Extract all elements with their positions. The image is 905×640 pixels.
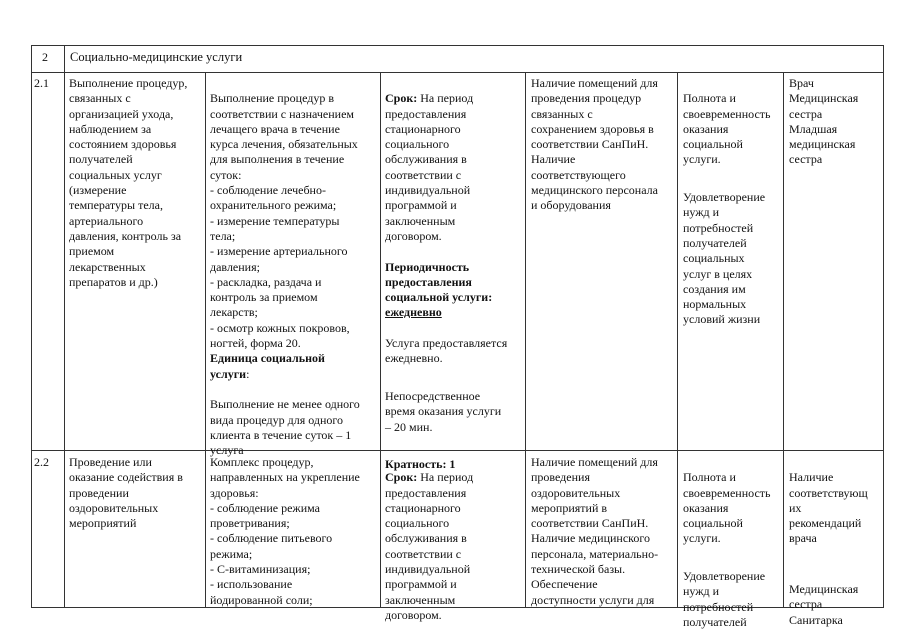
criteria-satisfaction: Удовлетворение нужд и потребностей получателей [683, 569, 766, 629]
service-criteria [683, 76, 782, 328]
unit-label: Единица социальной услуги [210, 351, 325, 381]
section-number: 2 [42, 50, 48, 64]
table-right-border [883, 45, 884, 608]
criteria-column-border [783, 72, 784, 608]
criteria-satisfaction: Удовлетворение нужд и потребностей получателей социальных услуг в целях создания им нормальных условий жизни [683, 190, 766, 327]
unit-colon: : [246, 366, 250, 381]
service-description: Комплекс процедур, направленных на укрепление здоровья: - соблюдение режима проветривания; - соблюдение питьевого режима; - С-витаминизация; - использование йодированной соли; [210, 455, 360, 607]
multiplicity: Кратность: 1 [385, 457, 456, 472]
unit-text: Выполнение не менее одного вида процедур для одного клиента в течение суток – 1 услуга [210, 397, 360, 458]
service-staff: Врач Медицинская сестра Младшая медицинская сестра [789, 76, 859, 167]
staff-requirement: Наличие соответствующ их рекомендаций врача [789, 470, 868, 546]
service-name: Проведение или оказание содействия в проведении оздоровительных мероприятий [69, 455, 183, 531]
service-term [385, 455, 523, 623]
service-term [385, 76, 523, 472]
term-block [385, 91, 523, 244]
service-conditions: Наличие помещений для проведения оздоровительных мероприятий в соответствии СанПиН. Наличие медицинского персонала, материально- технической базы. Обеспечение доступности услуги для [531, 455, 659, 607]
service-time: Непосредственное время оказания услуги – 20 мин. [385, 388, 502, 434]
table-top-border [31, 45, 883, 46]
service-name: Выполнение процедур, связанных с организацией ухода, наблюдением за состоянием здоровья получателей социальных услуг (измерение температуры тела, артериального давления, контроль за приемом лекарственных препаратов и др.) [69, 76, 188, 289]
name-column-border [205, 72, 206, 608]
service-staff [789, 455, 881, 628]
term-text: На период предоставления стационарного социального обслуживания в соответствии с индивидуальной программой и заключенным договором. [385, 470, 474, 622]
term-label: Срок: [385, 470, 418, 485]
service-criteria [683, 455, 782, 630]
periodicity-text: Услуга предоставляется ежедневно. [385, 336, 508, 366]
staff-list: Медицинская сестра Санитарка [789, 582, 859, 627]
number-column-border [64, 45, 65, 608]
section-header-bottom-border [31, 72, 883, 73]
conditions-column-border [677, 72, 678, 608]
description-text: Выполнение процедур в соответствии с назначением лечащего врача в течение курса лечения, обязательных для выполнения в течение суток: - соблюдение лечебно- охранительного режима; - измерение температуры тела; - измерение артериального давления; - раскладка, раздача и контроль за приемом лекарств; - осмотр кожных покровов, ногтей, форма 20. [210, 91, 358, 351]
term-column-border [525, 72, 526, 608]
term-label: Срок: [385, 91, 418, 106]
description-column-border [380, 72, 381, 608]
row-number: 2.2 [34, 455, 49, 469]
table-left-border [31, 45, 32, 608]
periodicity-label: Периодичность предоставления социальной услуги: [385, 259, 493, 305]
periodicity-value: ежедневно [385, 305, 442, 320]
row-number: 2.1 [34, 76, 49, 90]
term-text: На период предоставления стационарного социального обслуживания в соответствии с индивидуальной программой и заключенным договором. [385, 91, 474, 243]
unit-block [210, 351, 378, 382]
criteria-completeness: Полнота и своевременность оказания социальной услуги. [683, 470, 771, 546]
section-title: Социально-медицинские услуги [70, 50, 243, 64]
criteria-completeness: Полнота и своевременность оказания социальной услуги. [683, 91, 771, 167]
service-description [210, 76, 378, 458]
service-conditions: Наличие помещений для проведения процедур связанных с сохранением здоровья в соответствии СанПиН. Наличие соответствующего медицинского персонала и оборудования [531, 76, 658, 213]
